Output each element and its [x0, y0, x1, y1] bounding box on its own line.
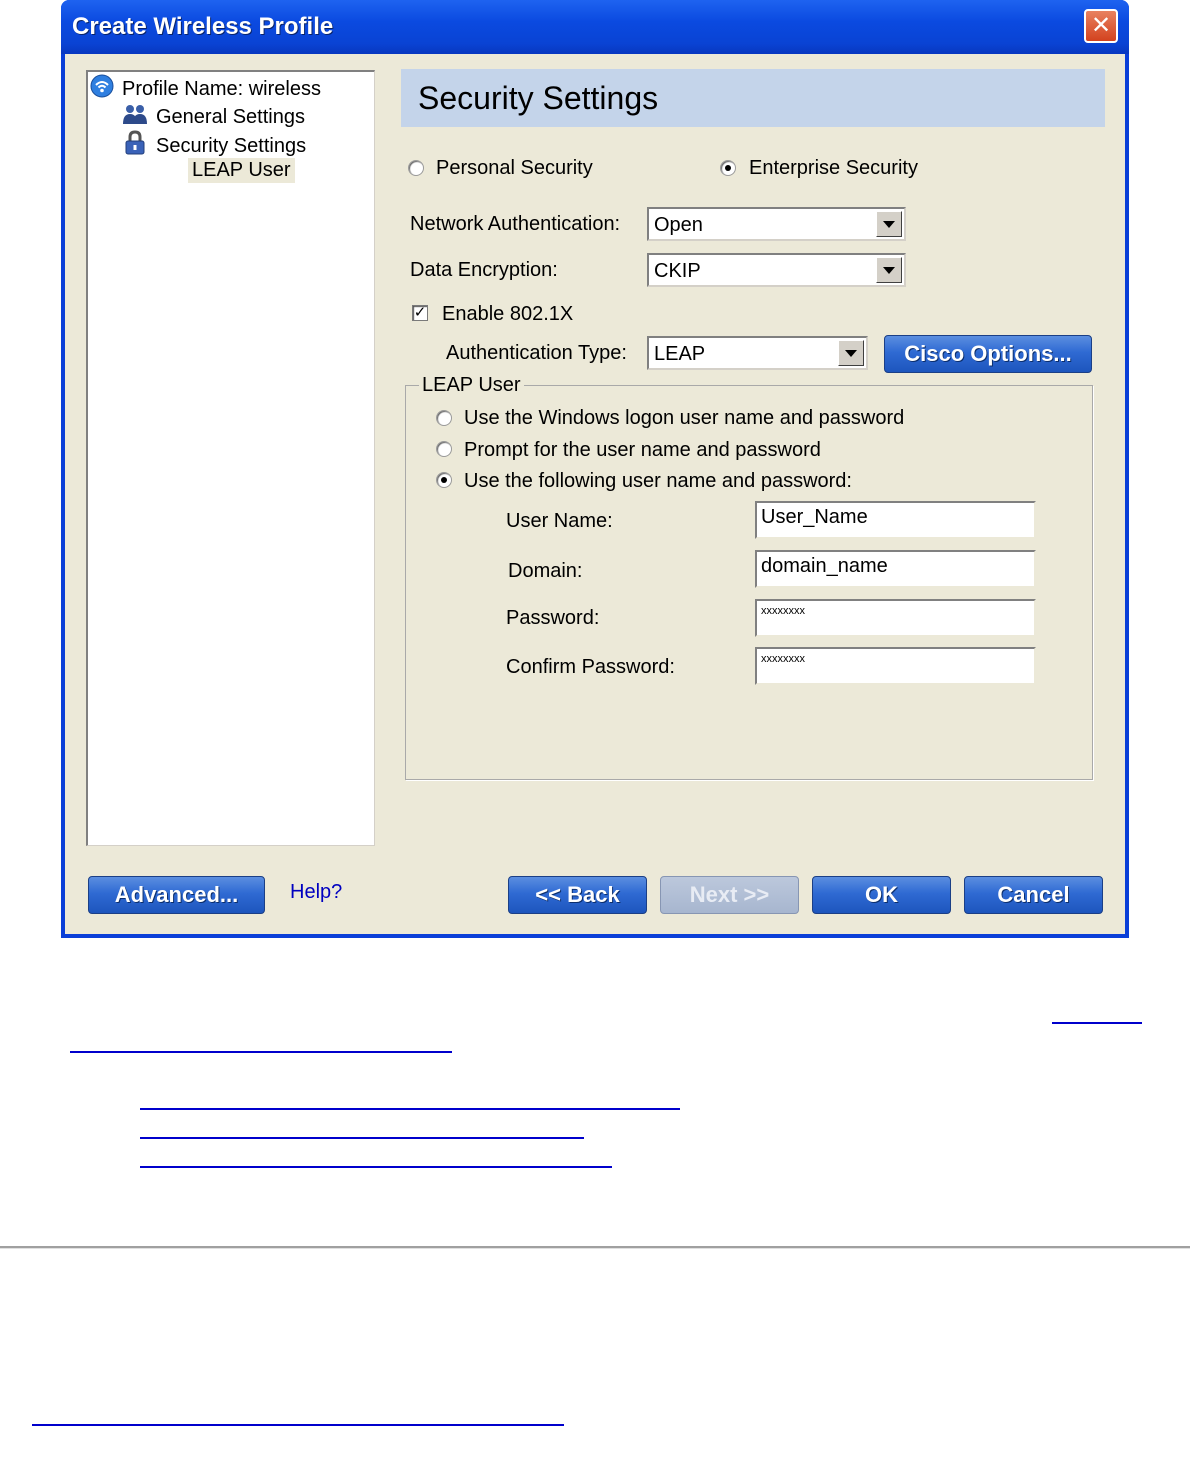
confirm-password-input[interactable] — [755, 647, 1036, 685]
enterprise-security-label[interactable]: Enterprise Security — [749, 157, 918, 179]
window-title: Create Wireless Profile — [72, 13, 334, 40]
next-button[interactable]: Next >> — [660, 876, 799, 914]
domain-input[interactable] — [755, 550, 1036, 588]
dropdown-arrow-icon[interactable] — [876, 211, 902, 237]
personal-security-label[interactable]: Personal Security — [436, 157, 593, 179]
network-authentication-value: Open — [654, 214, 703, 236]
password-label: Password: — [506, 607, 600, 629]
windows-logon-radio[interactable] — [436, 410, 452, 426]
wireless-icon — [90, 74, 114, 104]
checkmark-icon: ✓ — [413, 304, 427, 321]
list-link-underline[interactable] — [140, 1108, 680, 1110]
list-link-underline[interactable] — [140, 1137, 584, 1139]
authentication-type-label: Authentication Type: — [446, 342, 627, 364]
user-name-label: User Name: — [506, 510, 613, 532]
help-link[interactable]: Help? — [290, 881, 343, 903]
back-button[interactable]: << Back — [508, 876, 647, 914]
users-icon — [122, 102, 148, 132]
user-name-input[interactable] — [755, 501, 1036, 539]
enterprise-security-radio[interactable] — [720, 160, 736, 176]
tree-item-profile-name[interactable] — [90, 74, 321, 104]
profile-tree — [86, 70, 375, 846]
close-button[interactable] — [1084, 9, 1118, 43]
text-link-underline[interactable] — [1052, 1022, 1142, 1024]
network-authentication-select[interactable] — [647, 207, 906, 241]
lock-icon — [122, 130, 148, 162]
tree-item-label: LEAP User — [188, 158, 295, 183]
data-encryption-value: CKIP — [654, 260, 701, 282]
advanced-button[interactable]: Advanced... — [88, 876, 265, 914]
section-title: Security Settings — [418, 80, 659, 116]
tree-item-leap-user[interactable] — [188, 158, 295, 183]
domain-label: Domain: — [508, 560, 583, 582]
personal-security-radio[interactable] — [408, 160, 424, 176]
cisco-options-button[interactable]: Cisco Options... — [884, 335, 1092, 373]
enable-8021x-checkbox[interactable] — [412, 305, 428, 321]
prompt-credentials-label[interactable]: Prompt for the user name and password — [464, 439, 821, 461]
tree-item-label: Profile Name: wireless — [122, 77, 321, 100]
authentication-type-select[interactable] — [647, 336, 868, 370]
list-link-underline[interactable] — [140, 1166, 612, 1168]
use-following-credentials-label[interactable]: Use the following user name and password: — [464, 470, 852, 492]
password-value: xxxxxxxx — [761, 605, 805, 617]
prompt-credentials-radio[interactable] — [436, 441, 452, 457]
enable-8021x-label[interactable]: Enable 802.1X — [442, 303, 574, 325]
data-encryption-select[interactable] — [647, 253, 906, 287]
domain-value: domain_name — [761, 555, 888, 577]
title-bar[interactable] — [61, 0, 1129, 54]
close-icon: ✕ — [1090, 12, 1112, 39]
password-input[interactable] — [755, 599, 1036, 637]
section-header — [401, 69, 1105, 127]
dropdown-arrow-icon[interactable] — [876, 257, 902, 283]
tree-item-label: Security Settings — [156, 134, 307, 157]
windows-logon-label[interactable]: Use the Windows logon user name and password — [464, 407, 905, 429]
horizontal-rule — [0, 1246, 1190, 1249]
ok-button[interactable]: OK — [812, 876, 951, 914]
dropdown-arrow-icon[interactable] — [838, 340, 864, 366]
cancel-button[interactable]: Cancel — [964, 876, 1103, 914]
user-name-value: User_Name — [761, 506, 868, 528]
use-following-credentials-radio[interactable] — [436, 472, 452, 488]
footer-link-underline[interactable] — [32, 1424, 564, 1426]
text-link-underline[interactable] — [70, 1051, 452, 1053]
tree-item-label: General Settings — [156, 105, 305, 128]
create-wireless-profile-window — [61, 0, 1129, 938]
confirm-password-label: Confirm Password: — [506, 656, 675, 678]
dialog-client-area — [65, 54, 1125, 934]
network-authentication-label: Network Authentication: — [410, 213, 621, 235]
confirm-password-value: xxxxxxxx — [761, 653, 805, 665]
tree-item-general-settings[interactable] — [122, 102, 305, 132]
authentication-type-value: LEAP — [654, 343, 706, 365]
data-encryption-label: Data Encryption: — [410, 259, 558, 281]
leap-user-legend: LEAP User — [419, 374, 524, 397]
